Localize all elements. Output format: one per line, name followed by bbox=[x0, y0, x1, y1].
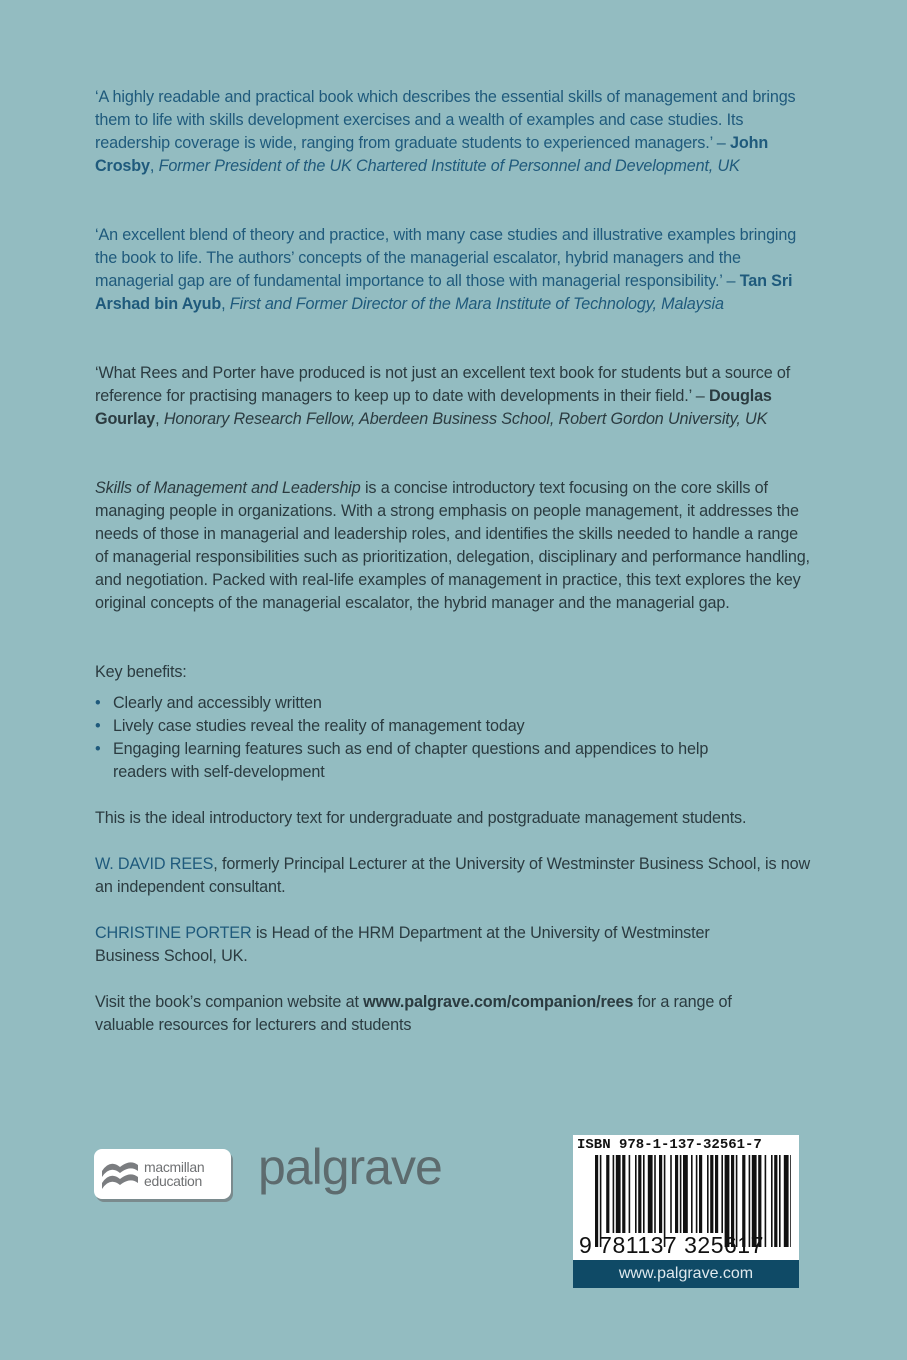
barcode-bar bbox=[779, 1155, 781, 1247]
benefit-text: Engaging learning features such as end of chapter questions and appendices to help readers with self-development bbox=[113, 740, 709, 781]
barcode-bar bbox=[699, 1155, 702, 1233]
barcode-bar bbox=[675, 1155, 678, 1233]
quote-affiliation: Honorary Research Fellow, Aberdeen Business School, Robert Gordon University, UK bbox=[163, 410, 768, 428]
palgrave-logo: palgrave bbox=[258, 1139, 442, 1195]
barcode-bar bbox=[691, 1155, 693, 1233]
barcode-bar bbox=[613, 1155, 615, 1233]
author-bio-1 bbox=[95, 853, 815, 899]
quote-1: ‘A highly readable and practical book which describes the essential skills of management and brings them to life with skills development exercises and a wealth of examples and case studies. Its readership coverage is wide, ranging from graduate students to experienced managers.’ – John Crosby, Former President of the UK Chartered Institute of Personnel and Development, UK bbox=[95, 88, 796, 175]
barcode-bar bbox=[683, 1155, 688, 1233]
quote-author: Douglas Gourlay bbox=[95, 387, 772, 428]
companion-website bbox=[95, 991, 785, 1037]
barcode-bar bbox=[790, 1155, 791, 1247]
companion-url-link[interactable]: www.palgrave.com/companion/rees bbox=[363, 993, 634, 1011]
isbn-text: ISBN 978-1-137-32561-7 bbox=[577, 1137, 762, 1153]
description-text: is a concise introductory text focusing on the core skills of managing people in organizations. With a strong emphasis on people management, it addresses the needs of those in managerial and leadership roles, and identifies the skills needed to handle a range of managerial responsibilities such as prioritization, delegation, disciplinary and performance handling, and negotiation. Packed with real-life examples of management in practice, this text explores the key original concepts of the managerial escalator, the hybrid manager and the managerial gap. bbox=[95, 479, 810, 612]
barcode-bar bbox=[629, 1155, 631, 1233]
list-item bbox=[95, 715, 815, 738]
barcode-bar bbox=[771, 1155, 773, 1247]
barcode-digits: 9 781137 325617 bbox=[579, 1232, 764, 1258]
quote-2: ‘An excellent blend of theory and practice, with many case studies and illustrative examples bringing the book to life. The authors’ concepts of the managerial escalator, hybrid managers and the managerial gap are of fundamental importance to all those with managerial responsibility.’ – Tan Sri Arshad bin Ayub, First and Former Director of the Mara Institute of Technology, Malaysia bbox=[95, 226, 797, 313]
barcode-bar bbox=[648, 1155, 653, 1233]
author-bio: is Head of the HRM Department at the University of Westminster Business School, UK. bbox=[95, 924, 710, 965]
quote-text: ‘An excellent blend of theory and practice, with many case studies and illustrative examples bringing the book to life. The authors’ concepts of the managerial escalator, hybrid managers and the managerial gap are of fundamental importance to all those with managerial responsibility.’ – bbox=[95, 226, 797, 290]
quote-affiliation: First and Former Director of the Mara Institute of Technology, Malaysia bbox=[229, 295, 724, 313]
barcode-bar bbox=[616, 1155, 621, 1233]
barcode-bar bbox=[784, 1155, 789, 1247]
barcode-bar bbox=[715, 1155, 718, 1233]
author-bio-2 bbox=[95, 922, 775, 968]
barcode-bar bbox=[765, 1155, 767, 1247]
barcode-bar bbox=[635, 1155, 637, 1233]
barcode-bar bbox=[707, 1155, 709, 1233]
quote-3: ‘What Rees and Porter have produced is not just an excellent text book for students but a source of reference for practising managers to keep up to date with developments in their field.’ – Douglas Gourlay, Honorary Research Fellow, Aberdeen Business School, Robert Gordon University, UK bbox=[95, 364, 791, 428]
bullet-icon: • bbox=[95, 717, 101, 735]
list-item bbox=[95, 692, 815, 715]
quote-text: ‘What Rees and Porter have produced is not just an excellent text book for students but a source of reference for practising managers to keep up to date with developments in their field.’ – bbox=[95, 364, 791, 405]
quote-author: Tan Sri Arshad bin Ayub bbox=[95, 272, 793, 313]
author-bio: , formerly Principal Lecturer at the University of Westminster Business School, is now an independent consultant. bbox=[95, 855, 811, 896]
barcode-bar bbox=[622, 1155, 625, 1233]
macmillan-wave-icon bbox=[100, 1157, 140, 1191]
barcode-bar bbox=[643, 1155, 645, 1233]
barcode-bar bbox=[659, 1155, 662, 1233]
barcode-bar bbox=[680, 1155, 682, 1233]
bullet-icon: • bbox=[95, 740, 101, 758]
benefit-text: Lively case studies reveal the reality of management today bbox=[113, 717, 525, 735]
barcode-bar bbox=[774, 1155, 777, 1247]
barcode-bar bbox=[710, 1155, 713, 1233]
barcode-bar bbox=[606, 1155, 609, 1233]
ideal-text: This is the ideal introductory text for undergraduate and postgraduate management students. bbox=[95, 809, 747, 827]
barcode-bar bbox=[670, 1155, 672, 1233]
website-post: for a range of valuable resources for lecturers and students bbox=[95, 993, 732, 1034]
macmillan-text: macmillan bbox=[144, 1159, 205, 1175]
publisher-website: www.palgrave.com bbox=[573, 1260, 799, 1288]
education-text: education bbox=[144, 1173, 203, 1189]
book-title: Skills of Management and Leadership bbox=[95, 479, 361, 497]
book-description bbox=[95, 477, 815, 615]
website-pre: Visit the book’s companion website at bbox=[95, 993, 364, 1011]
bullet-icon: • bbox=[95, 694, 101, 712]
benefit-text: Clearly and accessibly written bbox=[113, 694, 322, 712]
barcode-bar bbox=[721, 1155, 723, 1233]
quote-affiliation: Former President of the UK Chartered Institute of Personnel and Development, UK bbox=[158, 157, 740, 175]
benefits-heading: Key benefits: bbox=[95, 663, 187, 681]
barcode-bar bbox=[696, 1155, 698, 1233]
barcode-bar bbox=[654, 1155, 656, 1233]
macmillan-education-logo bbox=[94, 1149, 231, 1199]
author-name: CHRISTINE PORTER bbox=[95, 924, 252, 942]
isbn-barcode bbox=[573, 1135, 799, 1288]
list-item bbox=[95, 738, 815, 784]
key-benefits bbox=[95, 661, 815, 784]
quote-author: John Crosby bbox=[95, 134, 769, 175]
ideal-statement bbox=[95, 807, 815, 830]
author-name: W. DAVID REES bbox=[95, 855, 214, 873]
barcode-bar bbox=[638, 1155, 641, 1233]
quote-text: ‘A highly readable and practical book which describes the essential skills of management and brings them to life with skills development exercises and a wealth of examples and case studies. Its readership coverage is wide, ranging from graduate students to experienced managers.’ – bbox=[95, 88, 796, 152]
